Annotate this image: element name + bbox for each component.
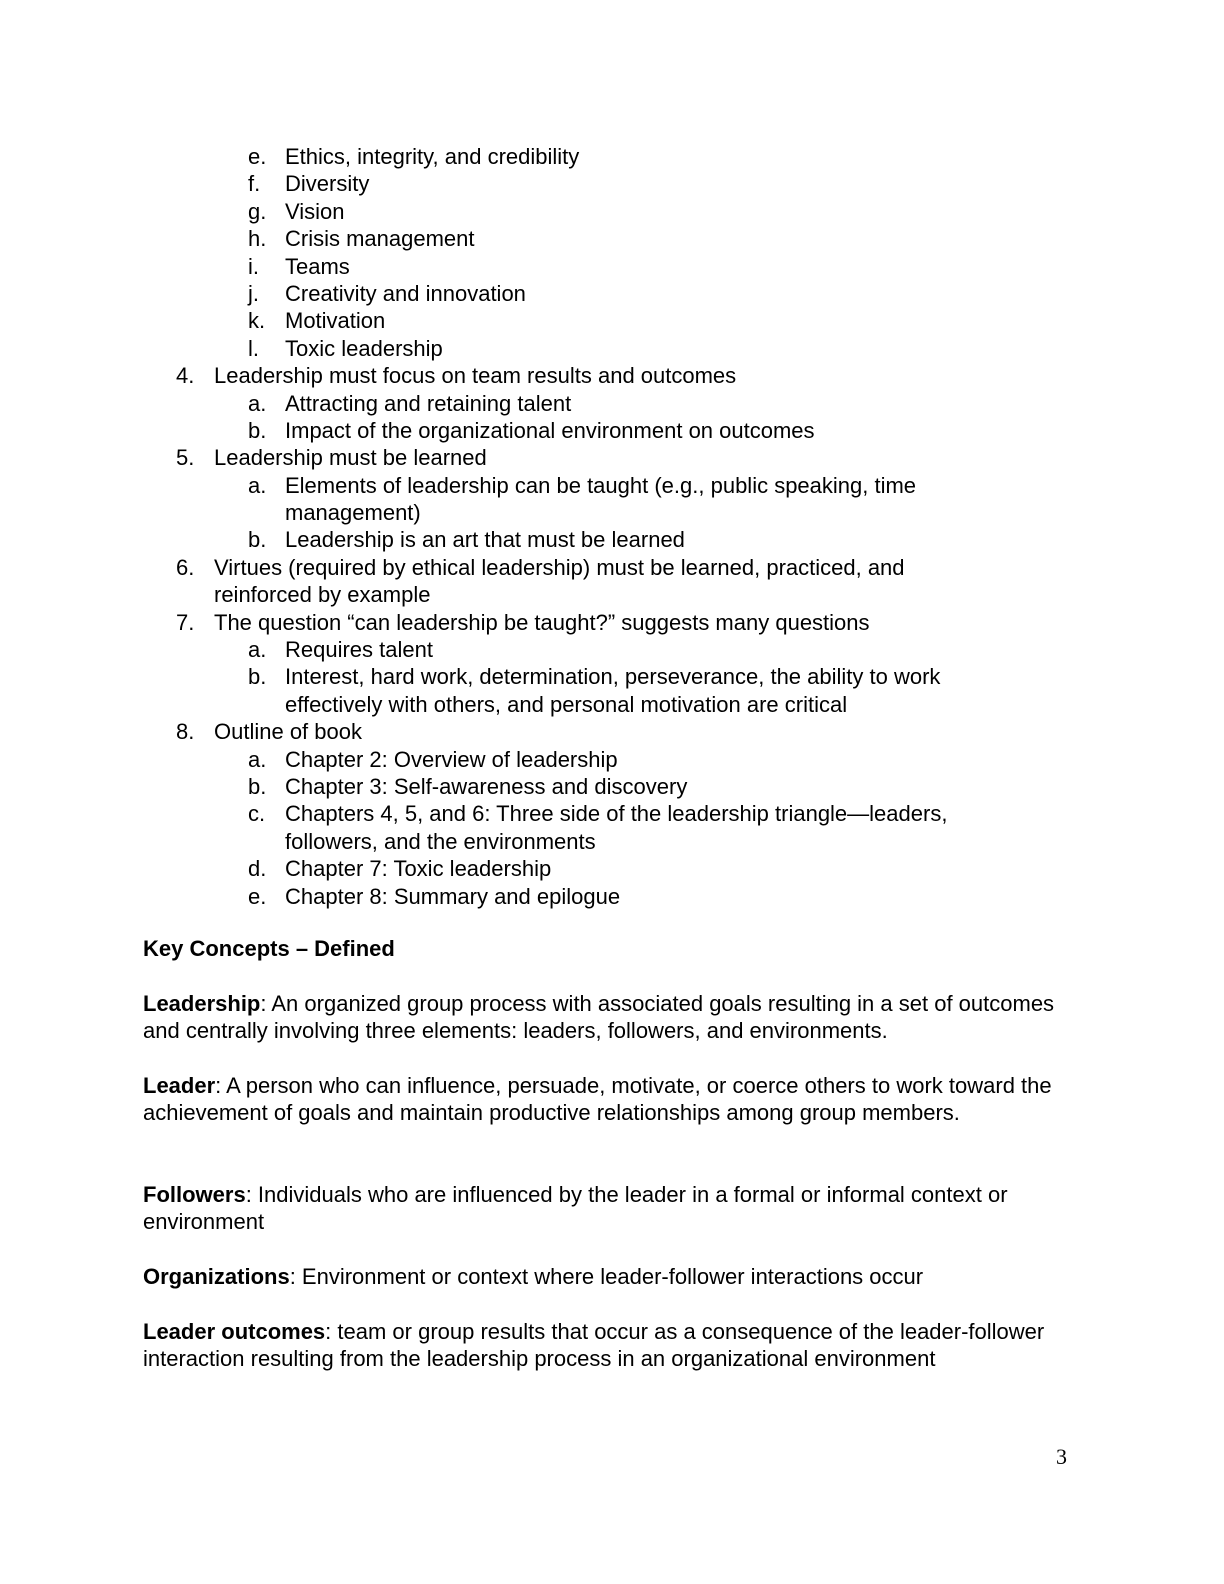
outline-item	[0, 855, 1224, 882]
definition-text: : team or group results that occur as a consequence of the leader-follower interaction resulting from the leadership process in an organizational environment	[143, 1319, 1045, 1372]
outline-marker: 8.	[176, 719, 195, 745]
outline-marker: k.	[248, 308, 266, 334]
outline-list	[0, 143, 1224, 910]
outline-item	[0, 444, 1224, 471]
outline-text: Outline of book	[214, 719, 362, 745]
outline-marker: b.	[248, 417, 267, 443]
outline-item	[0, 170, 1224, 197]
outline-marker: 7.	[176, 609, 195, 635]
outline-text: Chapters 4, 5, and 6: Three side of the leadership triangle—leaders,	[285, 801, 948, 827]
outline-text: Virtues (required by ethical leadership) must be learned, practiced, and	[214, 554, 905, 580]
outline-item	[0, 773, 1224, 800]
outline-text: Chapter 7: Toxic leadership	[285, 856, 552, 882]
outline-text: Elements of leadership can be taught (e.g., public speaking, time	[285, 472, 917, 498]
outline-text: Leadership must be learned	[214, 445, 487, 471]
outline-text: reinforced by example	[214, 582, 431, 608]
definition-term: Leadership	[143, 991, 261, 1016]
outline-item	[0, 663, 1224, 690]
outline-marker: h.	[248, 226, 267, 252]
outline-text: followers, and the environments	[285, 828, 596, 854]
outline-marker: j.	[248, 280, 259, 306]
outline-marker: c.	[248, 801, 266, 827]
definition-leader	[143, 1072, 1083, 1127]
outline-item	[0, 636, 1224, 663]
outline-item	[0, 335, 1224, 362]
outline-text: Ethics, integrity, and credibility	[285, 144, 580, 169]
outline-marker: i.	[248, 253, 259, 279]
definition-term: Leader	[143, 1073, 216, 1098]
outline-marker: b.	[248, 527, 267, 553]
outline-text: management)	[285, 500, 421, 526]
outline-item	[0, 280, 1224, 307]
outline-marker: f.	[248, 171, 261, 197]
outline-text: Chapter 8: Summary and epilogue	[285, 883, 621, 909]
definition-term: Leader outcomes	[143, 1319, 326, 1344]
outline-item	[0, 883, 1224, 910]
outline-marker: e.	[248, 883, 267, 909]
outline-item	[0, 253, 1224, 280]
outline-item-continuation	[0, 691, 1224, 718]
definition-organizations	[143, 1263, 1083, 1290]
outline-text: Diversity	[285, 171, 370, 197]
outline-text: Chapter 3: Self-awareness and discovery	[285, 773, 688, 799]
outline-text: The question “can leadership be taught?” suggests many questions	[214, 609, 870, 635]
outline-item	[0, 746, 1224, 773]
outline-marker: e.	[248, 144, 267, 169]
outline-marker: d.	[248, 856, 267, 882]
outline-text: Requires talent	[285, 637, 433, 663]
outline-item-continuation	[0, 499, 1224, 526]
outline-marker: 6.	[176, 554, 195, 580]
outline-marker: a.	[248, 472, 267, 498]
outline-marker: a.	[248, 637, 267, 663]
outline-item-continuation	[0, 581, 1224, 608]
outline-marker: 5.	[176, 445, 195, 471]
outline-item	[0, 143, 1224, 170]
outline-item-continuation	[0, 828, 1224, 855]
outline-text: Interest, hard work, determination, perseverance, the ability to work	[285, 664, 941, 690]
definition-leader-outcomes	[143, 1318, 1083, 1373]
outline-text: Toxic leadership	[285, 335, 443, 361]
key-concepts-heading: Key Concepts – Defined	[143, 936, 395, 961]
outline-item	[0, 472, 1224, 499]
outline-item	[0, 417, 1224, 444]
outline-text: Attracting and retaining talent	[285, 390, 572, 416]
outline-item	[0, 554, 1224, 581]
outline-marker: l.	[248, 335, 259, 361]
outline-item	[0, 718, 1224, 745]
outline-marker: b.	[248, 664, 267, 690]
outline-item	[0, 800, 1224, 827]
outline-item	[0, 225, 1224, 252]
definition-text: : A person who can influence, persuade, motivate, or coerce others to work toward the achievement of goals and maintain productive relationships among group members.	[143, 1073, 1052, 1126]
outline-item	[0, 526, 1224, 553]
outline-text: Creativity and innovation	[285, 280, 526, 306]
definition-text: : Environment or context where leader-follower interactions occur	[289, 1264, 924, 1289]
outline-marker: 4.	[176, 363, 195, 389]
outline-item	[0, 198, 1224, 225]
outline-text: Chapter 2: Overview of leadership	[285, 746, 618, 772]
outline-text: Leadership must focus on team results and outcomes	[214, 363, 737, 389]
outline-text: Motivation	[285, 308, 386, 334]
outline-text: effectively with others, and personal motivation are critical	[285, 691, 848, 717]
outline-text: Leadership is an art that must be learned	[285, 527, 685, 553]
definition-term: Organizations	[143, 1264, 290, 1289]
page-number: 3	[1056, 1444, 1067, 1469]
definition-followers	[143, 1181, 1083, 1236]
outline-text: Vision	[285, 198, 345, 224]
outline-marker: a.	[248, 746, 267, 772]
definition-text: : An organized group process with associated goals resulting in a set of outcomes and centrally involving three elements: leaders, followers, and environments.	[143, 991, 1055, 1044]
outline-text: Crisis management	[285, 226, 475, 252]
outline-text: Impact of the organizational environment on outcomes	[285, 417, 815, 443]
outline-item	[0, 307, 1224, 334]
outline-marker: a.	[248, 390, 267, 416]
outline-item	[0, 390, 1224, 417]
outline-marker: b.	[248, 773, 267, 799]
definition-text: : Individuals who are influenced by the leader in a formal or informal context or environment	[143, 1182, 1008, 1235]
outline-marker: g.	[248, 198, 267, 224]
outline-text: Teams	[285, 253, 350, 279]
definition-term: Followers	[143, 1182, 246, 1207]
outline-item	[0, 609, 1224, 636]
definition-leadership	[143, 990, 1083, 1045]
outline-item	[0, 362, 1224, 389]
